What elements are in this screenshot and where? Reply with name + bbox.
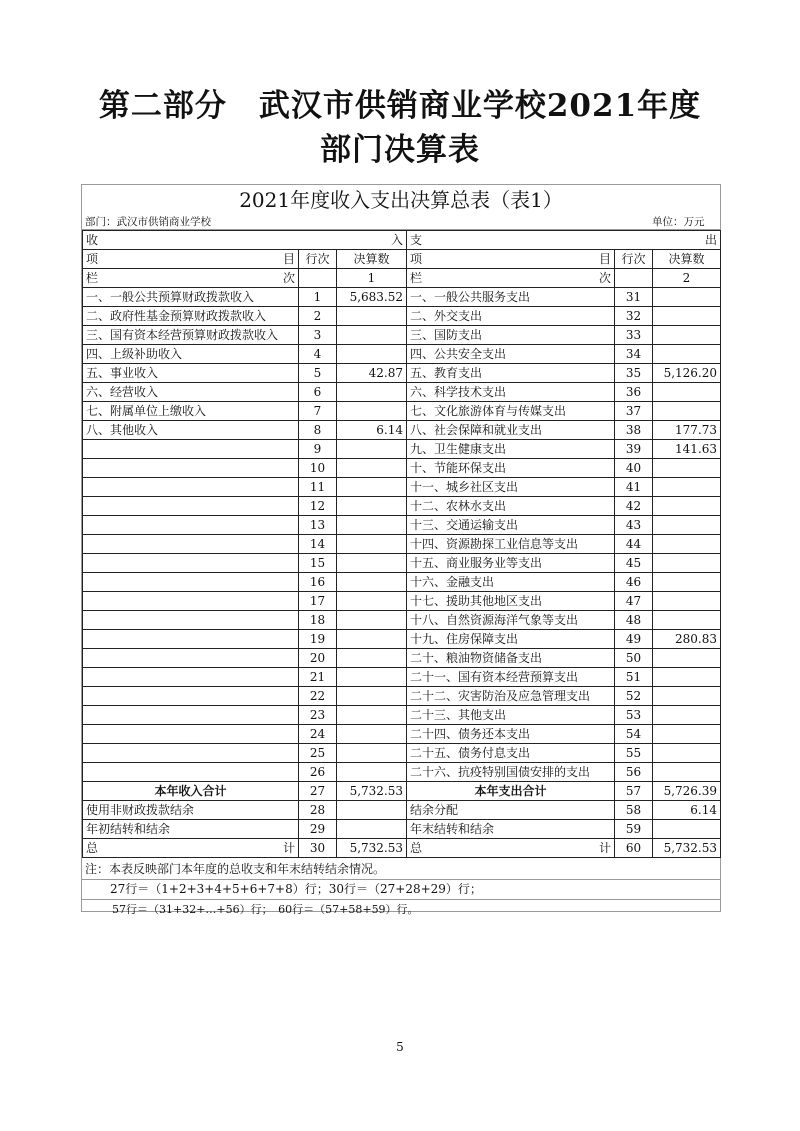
table-cell: 177.73 <box>653 421 721 440</box>
table-cell: 13 <box>299 516 337 535</box>
table-cell: 十四、资源勘探工业信息等支出 <box>407 535 615 554</box>
table-cell <box>337 706 407 725</box>
table-row: 年初结转和结余 29 年末结转和结余 59 <box>83 820 721 839</box>
table-cell <box>653 554 721 573</box>
table-cell <box>83 668 299 687</box>
table-row <box>83 763 721 782</box>
table-cell <box>653 459 721 478</box>
table-cell <box>83 630 299 649</box>
table-cell <box>83 706 299 725</box>
department-label: 部门：武汉市供销商业学校 <box>85 216 211 228</box>
table-cell <box>337 725 407 744</box>
table-cell <box>653 744 721 763</box>
table-cell: 4 <box>299 345 337 364</box>
table-cell: 5 <box>299 364 337 383</box>
table-cell: 52 <box>615 687 653 706</box>
table-row <box>83 649 721 668</box>
table-cell <box>337 687 407 706</box>
table-cell <box>337 307 407 326</box>
table-row <box>83 497 721 516</box>
table-cell: 十八、自然资源海洋气象等支出 <box>407 611 615 630</box>
table-row <box>83 288 721 307</box>
table-cell: 36 <box>615 383 653 402</box>
table-cell: 一、一般公共服务支出 <box>407 288 615 307</box>
table-row <box>83 402 721 421</box>
table-cell <box>337 459 407 478</box>
table-cell <box>337 554 407 573</box>
table-cell: 十六、金融支出 <box>407 573 615 592</box>
table-cell <box>337 535 407 554</box>
table-cell: 二十四、债务还本支出 <box>407 725 615 744</box>
table-cell <box>653 326 721 345</box>
table-cell <box>83 687 299 706</box>
table-cell <box>83 554 299 573</box>
table-cell <box>337 440 407 459</box>
table-cell: 31 <box>615 288 653 307</box>
table-cell: 五、事业收入 <box>83 364 299 383</box>
table-cell: 42.87 <box>337 364 407 383</box>
table-cell <box>83 725 299 744</box>
table-row <box>83 554 721 573</box>
table-cell <box>653 725 721 744</box>
table-cell: 11 <box>299 478 337 497</box>
page-number: 5 <box>396 1040 404 1054</box>
table-cell: 1 <box>299 288 337 307</box>
item-header: 项 目 <box>83 250 299 269</box>
table-cell <box>337 611 407 630</box>
table-row <box>83 668 721 687</box>
table-cell: 5,126.20 <box>653 364 721 383</box>
table-cell: 141.63 <box>653 440 721 459</box>
table-cell <box>337 383 407 402</box>
table-cell: 三、国防支出 <box>407 326 615 345</box>
table-cell: 38 <box>615 421 653 440</box>
column-index: 2 <box>653 269 721 288</box>
table-cell <box>653 345 721 364</box>
table-cell: 二十五、债务付息支出 <box>407 744 615 763</box>
table-cell: 十七、援助其他地区支出 <box>407 592 615 611</box>
table-cell <box>653 573 721 592</box>
table-cell <box>83 573 299 592</box>
table-cell: 五、教育支出 <box>407 364 615 383</box>
table-cell: 十五、商业服务业等支出 <box>407 554 615 573</box>
budget-table <box>82 230 721 858</box>
income-total-label: 本年收入合计 <box>83 782 299 801</box>
table-cell: 二十、粮油物资储备支出 <box>407 649 615 668</box>
table-cell: 六、经营收入 <box>83 383 299 402</box>
header-row-columns <box>83 269 721 288</box>
table-cell <box>337 478 407 497</box>
table-cell: 二、外交支出 <box>407 307 615 326</box>
table-row <box>83 611 721 630</box>
column-header: 栏 次 <box>83 269 299 288</box>
table-cell <box>653 592 721 611</box>
table-cell: 47 <box>615 592 653 611</box>
table-cell: 四、上级补助收入 <box>83 345 299 364</box>
table-notes <box>82 860 720 919</box>
table-row <box>83 744 721 763</box>
table-cell: 16 <box>299 573 337 592</box>
table-cell: 45 <box>615 554 653 573</box>
table-cell: 20 <box>299 649 337 668</box>
table-cell <box>337 326 407 345</box>
income-header: 收 入 <box>83 231 407 250</box>
table-cell <box>337 744 407 763</box>
table-cell: 34 <box>615 345 653 364</box>
table-cell: 53 <box>615 706 653 725</box>
table-row <box>83 592 721 611</box>
total-row: 本年收入合计 27 5,732.53 本年支出合计 57 5,726.39 <box>83 782 721 801</box>
table-cell: 12 <box>299 497 337 516</box>
note-line: 27行＝（1+2+3+4+5+6+7+8）行；30行＝（27+28+29）行； <box>82 880 720 900</box>
table-cell: 37 <box>615 402 653 421</box>
page-title: 第二部分 武汉市供销商业学校2021年度 <box>98 88 702 124</box>
table-cell: 56 <box>615 763 653 782</box>
table-cell <box>337 630 407 649</box>
table-cell <box>653 687 721 706</box>
table-cell <box>83 611 299 630</box>
row-no-header: 行次 <box>299 250 337 269</box>
table-row <box>83 440 721 459</box>
table-cell <box>653 516 721 535</box>
table-cell: 十一、城乡社区支出 <box>407 478 615 497</box>
table-cell <box>337 516 407 535</box>
table-row <box>83 535 721 554</box>
table-cell <box>337 763 407 782</box>
table-cell <box>337 649 407 668</box>
table-cell: 25 <box>299 744 337 763</box>
table-row: 使用非财政拨款结余 28 结余分配 58 6.14 <box>83 801 721 820</box>
table-title: 2021年度收入支出决算总表（表1） <box>239 188 563 212</box>
table-cell: 八、其他收入 <box>83 421 299 440</box>
table-cell <box>653 307 721 326</box>
table-cell <box>83 744 299 763</box>
table-cell <box>653 611 721 630</box>
table-cell: 48 <box>615 611 653 630</box>
table-cell: 32 <box>615 307 653 326</box>
table-cell: 51 <box>615 668 653 687</box>
row-no-header: 行次 <box>615 250 653 269</box>
table-cell: 七、文化旅游体育与传媒支出 <box>407 402 615 421</box>
table-cell: 22 <box>299 687 337 706</box>
table-cell <box>653 402 721 421</box>
table-cell <box>653 288 721 307</box>
table-cell: 42 <box>615 497 653 516</box>
table-cell: 四、公共安全支出 <box>407 345 615 364</box>
table-cell: 21 <box>299 668 337 687</box>
table-cell: 19 <box>299 630 337 649</box>
table-cell: 41 <box>615 478 653 497</box>
table-cell: 六、科学技术支出 <box>407 383 615 402</box>
table-cell: 44 <box>615 535 653 554</box>
table-cell: 50 <box>615 649 653 668</box>
table-row <box>83 516 721 535</box>
table-cell <box>653 763 721 782</box>
expense-header: 支 出 <box>407 231 721 250</box>
table-cell: 14 <box>299 535 337 554</box>
page-subtitle: 部门决算表 <box>320 132 480 168</box>
grand-total-row: 总 计 30 5,732.53 总 计 60 5,732.53 <box>83 839 721 858</box>
table-cell <box>83 459 299 478</box>
table-cell <box>337 402 407 421</box>
table-cell: 6 <box>299 383 337 402</box>
expense-total-label: 本年支出合计 <box>407 782 615 801</box>
table-cell: 15 <box>299 554 337 573</box>
table-cell: 九、卫生健康支出 <box>407 440 615 459</box>
table-cell <box>83 535 299 554</box>
table-row <box>83 459 721 478</box>
column-index: 1 <box>337 269 407 288</box>
note-line: 注：本表反映部门本年度的总收支和年末结转结余情况。 <box>82 860 720 880</box>
table-cell: 49 <box>615 630 653 649</box>
table-row <box>83 326 721 345</box>
table-cell <box>83 763 299 782</box>
unit-label: 单位：万元 <box>652 216 705 228</box>
table-cell: 55 <box>615 744 653 763</box>
table-cell: 5,683.52 <box>337 288 407 307</box>
table-cell: 40 <box>615 459 653 478</box>
column-header: 栏 次 <box>407 269 615 288</box>
table-cell: 18 <box>299 611 337 630</box>
table-cell: 2 <box>299 307 337 326</box>
table-cell: 十三、交通运输支出 <box>407 516 615 535</box>
table-cell <box>83 497 299 516</box>
table-row <box>83 364 721 383</box>
table-cell: 17 <box>299 592 337 611</box>
table-cell: 9 <box>299 440 337 459</box>
table-cell: 八、社会保障和就业支出 <box>407 421 615 440</box>
table-row <box>83 687 721 706</box>
table-cell <box>337 573 407 592</box>
table-cell: 33 <box>615 326 653 345</box>
table-cell <box>653 497 721 516</box>
table-cell <box>337 497 407 516</box>
table-cell: 二十一、国有资本经营预算支出 <box>407 668 615 687</box>
table-cell <box>653 535 721 554</box>
table-row <box>83 630 721 649</box>
table-cell <box>83 478 299 497</box>
table-row <box>83 478 721 497</box>
table-cell: 7 <box>299 402 337 421</box>
table-cell <box>337 592 407 611</box>
table-cell: 8 <box>299 421 337 440</box>
table-cell: 二十二、灾害防治及应急管理支出 <box>407 687 615 706</box>
table-cell: 46 <box>615 573 653 592</box>
table-row <box>83 345 721 364</box>
table-cell: 6.14 <box>337 421 407 440</box>
header-row-income-expense <box>83 231 721 250</box>
table-cell <box>337 668 407 687</box>
table-row <box>83 307 721 326</box>
table-cell <box>83 592 299 611</box>
table-cell <box>653 383 721 402</box>
table-row <box>83 383 721 402</box>
table-cell: 二十三、其他支出 <box>407 706 615 725</box>
table-cell <box>653 706 721 725</box>
table-cell: 54 <box>615 725 653 744</box>
table-cell: 23 <box>299 706 337 725</box>
table-cell: 39 <box>615 440 653 459</box>
table-cell: 280.83 <box>653 630 721 649</box>
table-row <box>83 725 721 744</box>
table-cell <box>653 668 721 687</box>
table-row <box>83 421 721 440</box>
table-cell: 10 <box>299 459 337 478</box>
table-cell <box>337 345 407 364</box>
table-cell <box>83 649 299 668</box>
table-cell <box>653 649 721 668</box>
item-header: 项 目 <box>407 250 615 269</box>
note-line: 57行＝（31+32+…+56）行； 60行＝（57+58+59）行。 <box>112 903 419 916</box>
table-row <box>83 573 721 592</box>
table-row <box>83 706 721 725</box>
table-cell: 一、一般公共预算财政拨款收入 <box>83 288 299 307</box>
table-cell: 三、国有资本经营预算财政拨款收入 <box>83 326 299 345</box>
table-cell: 十九、住房保障支出 <box>407 630 615 649</box>
amount-header: 决算数 <box>653 250 721 269</box>
table-cell <box>653 478 721 497</box>
table-cell <box>83 440 299 459</box>
table-cell: 十二、农林水支出 <box>407 497 615 516</box>
table-cell: 43 <box>615 516 653 535</box>
header-row-items <box>83 250 721 269</box>
table-cell: 3 <box>299 326 337 345</box>
table-cell: 十、节能环保支出 <box>407 459 615 478</box>
table-cell: 24 <box>299 725 337 744</box>
table-cell: 35 <box>615 364 653 383</box>
table-cell: 二、政府性基金预算财政拨款收入 <box>83 307 299 326</box>
table-cell: 二十六、抗疫特别国债安排的支出 <box>407 763 615 782</box>
table-cell: 26 <box>299 763 337 782</box>
table-cell <box>83 516 299 535</box>
table-cell: 七、附属单位上缴收入 <box>83 402 299 421</box>
amount-header: 决算数 <box>337 250 407 269</box>
